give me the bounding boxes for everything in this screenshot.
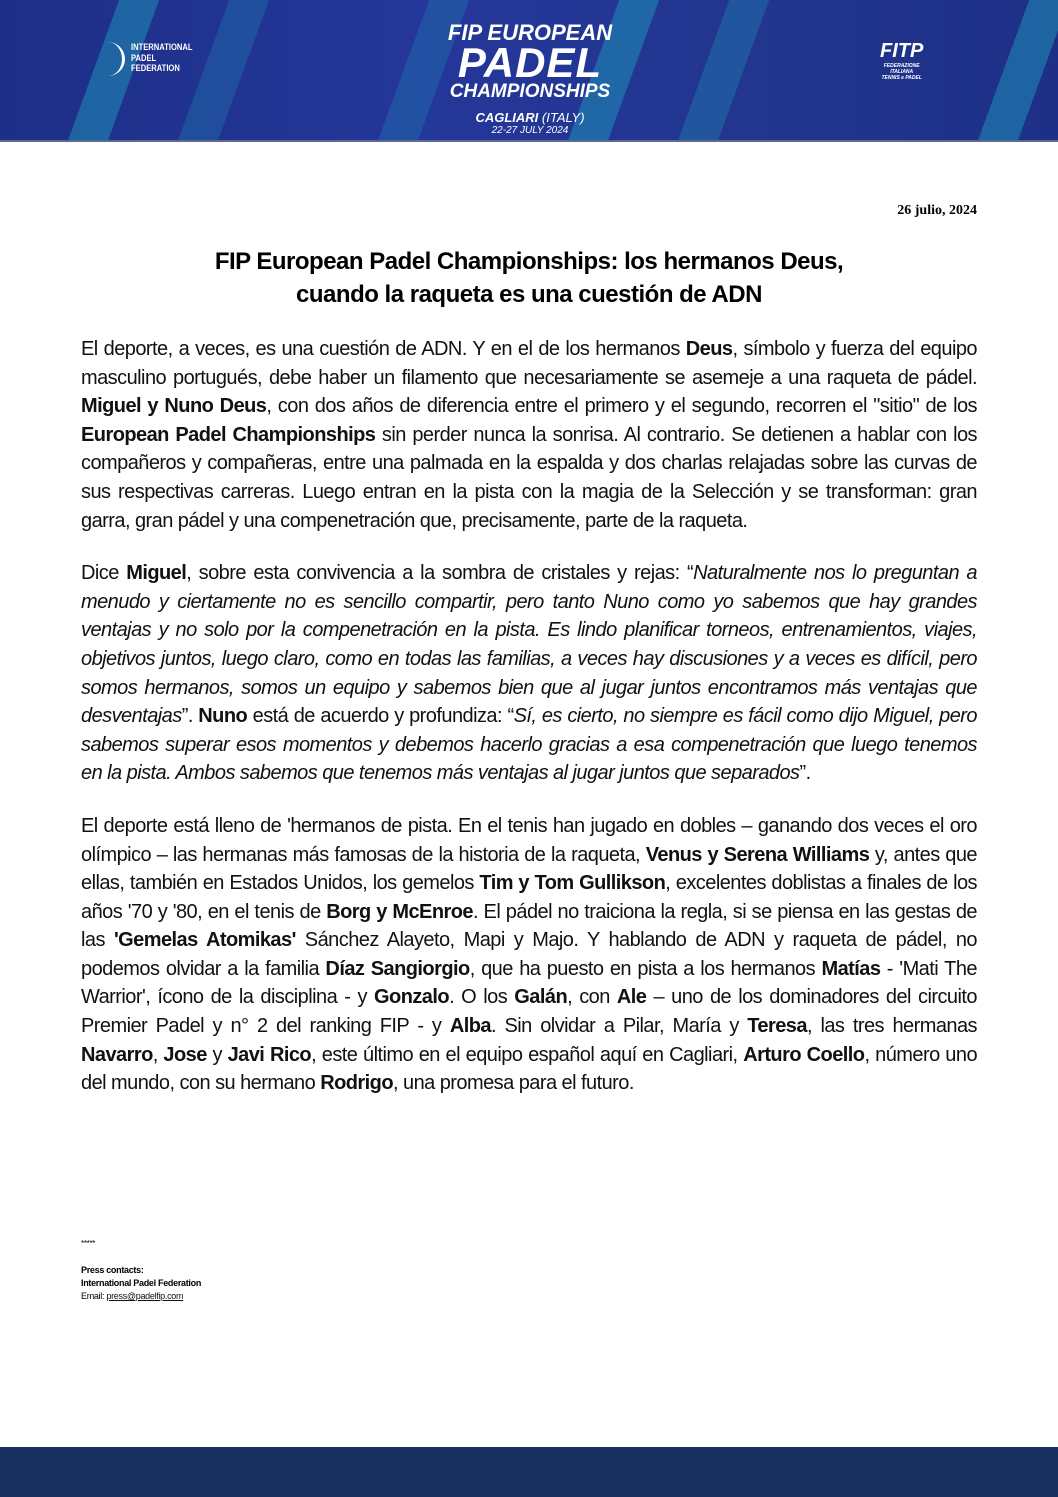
text: El deporte, a veces, es una cuestión de ADN. Y en el de los hermanos: [81, 338, 686, 360]
text: , que ha puesto en pista a los hermanos: [469, 957, 822, 980]
bold-text: Arturo Coello: [743, 1043, 865, 1066]
email-link[interactable]: press@padelfip.com: [106, 1291, 184, 1301]
text: , número uno del mundo, con su hermano: [81, 1043, 978, 1095]
text: , las tres hermanas: [806, 1015, 978, 1038]
quote-text: Sí, es cierto, no siempre es fácil como dijo Miguel, pero sabemos superar esos momentos y debemos hacerlo gracias a esa compenetración que luego tenemos en la pista. Ambos sabemos que tenemos más ventajas al jugar juntos que separados: [81, 705, 977, 785]
text: sin perder nunca la sonrisa. Al contrario. Se detienen a hablar con los compañeros y compañeras, entre una palmada en la espalda y dos charlas relajadas sobre las curvas de sus respectivas carreras. Luego entran en la pista con la magia de la Selección y se transforman: gran garra, gran pádel y una compenetración que, precisamente, parte de la raqueta.: [81, 423, 977, 532]
text: , excelentes doblistas a finales de los años '70 y '80, en el tenis de: [81, 872, 977, 923]
text: - 'Mati The Warrior', ícono de la disciplina - y: [81, 957, 977, 1009]
bold-text: Gonzalo: [374, 986, 450, 1009]
quote-text: Naturalmente nos lo preguntan a menudo y ciertamente no es sencillo compartir, pero tanto Nuno como yo sabemos que hay grandes ventajas y no solo por la compenetración en la pista. Es lindo planificar torneos, entrenamientos, viajes, objetivos juntos, luego claro, como en todas las familias, a veces hay discusiones y a veces es difícil, pero somos hermanos, somos un equipo y sabemos bien que al jugar juntos encontramos más ventajas que desventajas: [81, 562, 977, 728]
bold-text: Galán: [514, 986, 568, 1009]
bold-text: Ale: [616, 986, 647, 1009]
ipf-logo-icon: [100, 42, 125, 76]
bold-text: Miguel y Nuno Deus: [81, 395, 267, 418]
bold-text: Miguel: [126, 562, 187, 585]
text: está de acuerdo y profundiza: “: [247, 705, 514, 728]
bold-text: Rodrigo: [320, 1072, 393, 1095]
text: – uno de los dominadores del circuito Premier Padel y n° 2 del ranking FIP - y: [81, 986, 977, 1038]
bold-text: European Padel Championships: [81, 423, 376, 446]
bold-text: Teresa: [747, 1015, 807, 1038]
fitp-logo: FITP FEDERAZIONE ITALIANA TENNIS e PADEL: [880, 40, 924, 81]
text: ,: [152, 1043, 164, 1066]
bold-text: Nuno: [198, 705, 248, 728]
bold-text: 'Gemelas Atomikas': [113, 929, 296, 952]
bold-text: Deus: [685, 338, 733, 360]
text: , una promesa para el futuro.: [393, 1072, 634, 1095]
text: , símbolo y fuerza del equipo masculino portugués, debe haber un filamento que necesariamente se asemeje a una raqueta de pádel.: [81, 338, 977, 389]
bold-text: Venus y Serena Williams: [645, 843, 870, 866]
bold-text: Javi Rico: [227, 1043, 312, 1066]
header-banner: [0, 0, 1058, 142]
publication-date: 26 julio, 2024: [897, 203, 977, 218]
bold-text: Jose: [163, 1043, 207, 1066]
text: , con: [567, 986, 617, 1009]
bold-text: Díaz Sangiorgio: [325, 957, 470, 980]
bold-text: Alba: [449, 1015, 491, 1038]
article-body: [81, 335, 977, 1122]
bold-text: Tim y Tom Gullikson: [479, 872, 666, 895]
paragraph: [81, 559, 977, 788]
paragraph: [81, 335, 977, 535]
footer-bar: [0, 1447, 1058, 1497]
headline: FIP European Padel Championships: los hermanos Deus, cuando la raqueta es una cuestión de ADN: [214, 248, 844, 308]
bold-text: Matías: [821, 957, 881, 980]
text: Sánchez Alayeto, Mapi y Majo. Y hablando de ADN y raqueta de pádel, no podemos olvidar a la familia: [81, 929, 977, 980]
text: . O los: [449, 986, 515, 1009]
text: , sobre esta convivencia a la sombra de cristales y rejas: “: [186, 562, 694, 585]
text: ”.: [799, 762, 811, 785]
text: ”.: [181, 705, 199, 728]
text: y, antes que ellas, también en Estados Unidos, los gemelos: [81, 843, 978, 895]
text: , este último en el equipo español aquí en Cagliari,: [311, 1043, 744, 1066]
text: El deporte está lleno de 'hermanos de pista. En el tenis han jugado en dobles – ganando dos veces el oro olímpico – las hermanas más famosas de la historia de la raqueta,: [81, 814, 977, 866]
bold-text: Borg y McEnroe: [326, 900, 473, 923]
paragraph: [81, 812, 977, 1098]
press-contacts: ***** Press contacts: International Padel Federation Email: press@padelfip.com: [81, 1239, 202, 1301]
text: , con dos años de diferencia entre el primero y el segundo, recorren el "sitio" de los: [266, 395, 977, 418]
bold-text: Navarro: [81, 1043, 153, 1066]
text: . Sin olvidar a Pilar, María y: [491, 1015, 748, 1038]
ipf-logo: INTERNATIONAL PADEL FEDERATION: [100, 42, 208, 76]
text: . El pádel no traiciona la regla, si se piensa en las gestas de las: [81, 900, 977, 952]
event-logo: FIP EUROPEAN PADEL CHAMPIONSHIPS CAGLIARI (ITALY) 22-27 JULY 2024: [447, 20, 613, 136]
text: y: [206, 1043, 228, 1066]
text: Dice: [81, 562, 127, 585]
